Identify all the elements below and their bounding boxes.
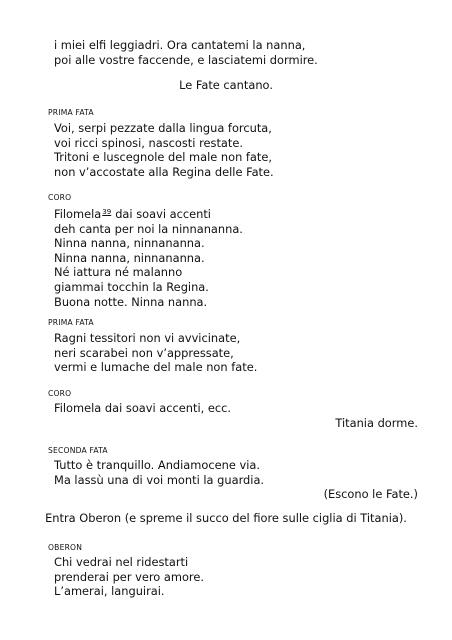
- footnote-link[interactable]: 39: [102, 208, 112, 216]
- verse-line: neri scarabei non v’appressate,: [54, 345, 234, 360]
- prima-fata-verse: [54, 121, 274, 179]
- coro-verse: [54, 205, 243, 309]
- verse-line: [54, 205, 243, 222]
- verse-text: dai soavi accenti: [115, 207, 211, 221]
- verse-line: Tritoni e luscegnole del male non fate,: [54, 150, 273, 165]
- verse-line: deh canta per noi la ninnananna.: [54, 221, 243, 236]
- verse-line: voi ricci spinosi, nascosti restate.: [54, 135, 243, 150]
- verse-line: Filomela dai soavi accenti, ecc.: [54, 401, 232, 415]
- verse-line: i miei elfi leggiadri. Ora cantatemi la nanna,: [54, 38, 306, 52]
- verse-word: Filomela: [54, 207, 102, 221]
- stage-direction: (Escono le Fate.): [323, 487, 418, 501]
- verse-line: poi alle vostre faccende, e lasciatemi dormire.: [54, 52, 318, 67]
- verse-line: Buona notte. Ninna nanna.: [54, 294, 208, 309]
- verse-line: Ninna nanna, ninnananna.: [54, 250, 205, 265]
- verse-line: prenderai per vero amore.: [54, 569, 204, 584]
- coro-verse-2: [54, 401, 231, 416]
- stage-direction: Le Fate cantano.: [179, 78, 273, 92]
- verse-line: Ragni tessitori non vi avvicinate,: [54, 331, 241, 345]
- verse-line: Ninna nanna, ninnananna.: [54, 236, 205, 251]
- speaker-label: PRIMA FATA: [48, 318, 94, 327]
- verse-line: L’amerai, languirai.: [54, 584, 165, 599]
- verse-line: non v’accostate alla Regina delle Fate.: [54, 164, 274, 179]
- verse-line: giammai tocchin la Regina.: [54, 279, 209, 294]
- speaker-label: OBERON: [48, 543, 83, 552]
- speaker-label: PRIMA FATA: [48, 108, 94, 117]
- speaker-label: CORO: [48, 193, 72, 202]
- stage-direction: Entra Oberon (e spreme il succo del fiore sulle ciglia di Titania).: [45, 511, 407, 525]
- opening-verse: [54, 38, 318, 67]
- oberon-verse: [54, 555, 204, 599]
- verse-line: Né iattura né malanno: [54, 265, 183, 280]
- seconda-fata-verse: [54, 458, 264, 487]
- verse-line: Tutto è tranquillo. Andiamocene via.: [54, 458, 260, 472]
- verse-line: Chi vedrai nel ridestarti: [54, 555, 189, 569]
- verse-line: vermi e lumache del male non fate.: [54, 360, 258, 375]
- stage-direction: Titania dorme.: [335, 416, 418, 430]
- prima-fata-verse-2: [54, 331, 257, 375]
- verse-line: Voi, serpi pezzate dalla lingua forcuta,: [54, 121, 272, 135]
- speaker-label: SECONDA FATA: [48, 446, 108, 455]
- verse-line: Ma lassù una di voi monti la guardia.: [54, 472, 265, 487]
- speaker-label: CORO: [48, 389, 72, 398]
